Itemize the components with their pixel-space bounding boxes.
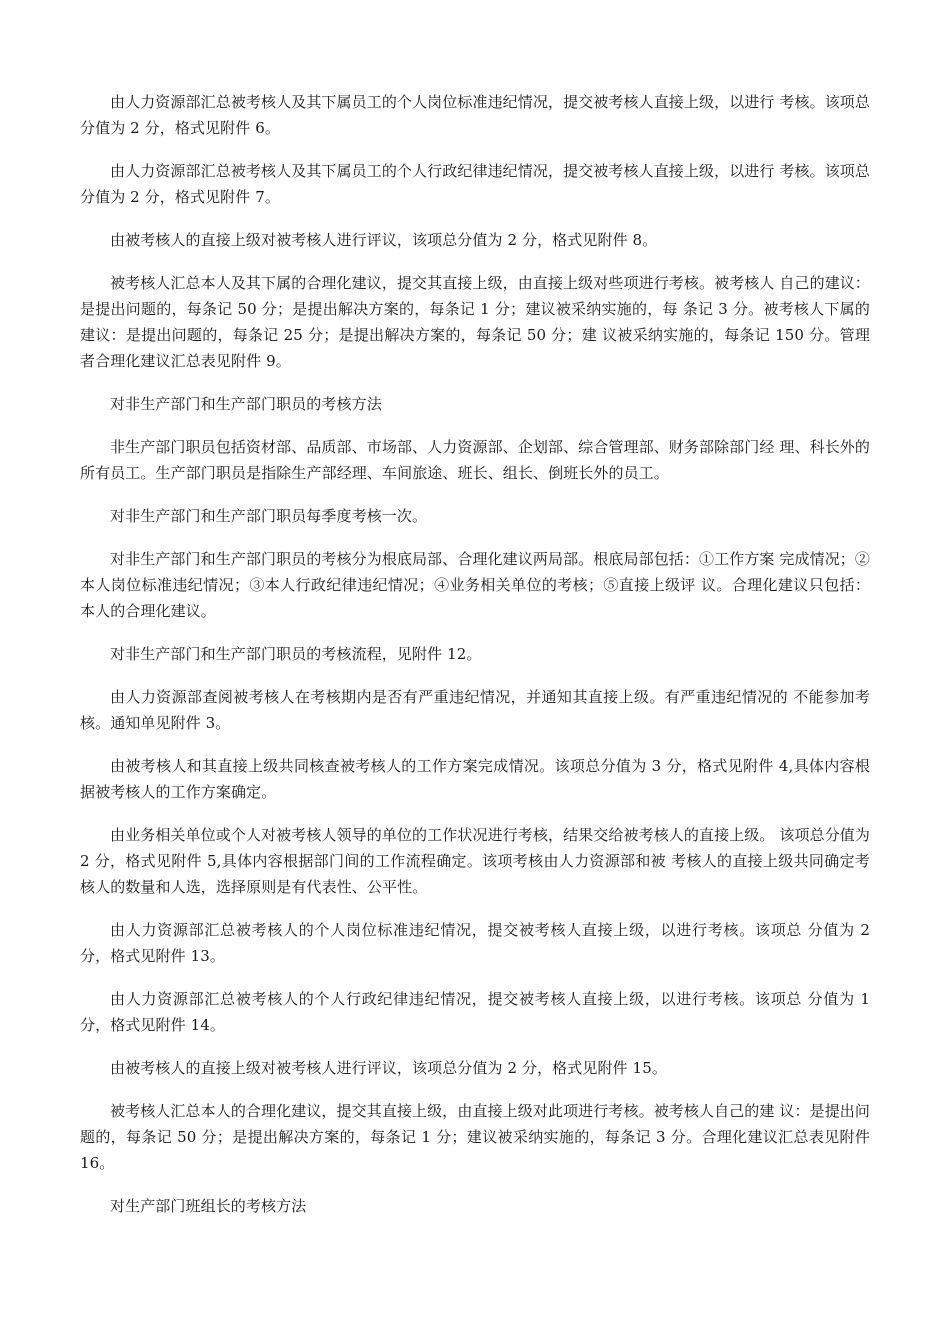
paragraph-personal-discipline-violation: 由人力资源部汇总被考核人的个人行政纪律违纪情况，提交被考核人直接上级，以进行考核。该项总 分值为 1 分，格式见附件 14。	[80, 990, 870, 1034]
paragraph-serious-violation-check: 由人力资源部查阅被考核人在考核期内是否有严重违纪情况，并通知其直接上级。有严重违纪情况的 不能参加考核。通知单见附件 3。	[80, 688, 870, 732]
paragraph-supervisor-review: 由被考核人的直接上级对被考核人进行评议，该项总分值为 2 分，格式见附件 8。	[110, 231, 658, 249]
paragraph-rationalization-suggestions: 被考核人汇总本人及其下属的合理化建议，提交其直接上级，由直接上级对些项进行考核。被考核人 自己的建议：是提出问题的，每条记 50 分；是提出解决方案的，每条记 1 分；建议被采纳实施的，每 条记 3 分。被考核人下属的建议：是提出问题的，每条记 25 分；是提出解决方案的，每条记 50 分；建 议被采纳实施的，每条记 150 分。管理者合理化建议汇总表见附件 9。	[80, 274, 870, 370]
paragraph-work-plan-check: 由被考核人和其直接上级共同核查被考核人的工作方案完成情况。该项总分值为 3 分，格式见附件 4,具体内容根据被考核人的工作方案确定。	[80, 757, 870, 801]
document-body	[80, 89, 870, 1236]
paragraph-assessment-process: 对非生产部门和生产部门职员的考核流程，见附件 12。	[110, 645, 482, 663]
section-heading-team-leader-assessment: 对生产部门班组长的考核方法	[110, 1197, 307, 1215]
paragraph-assessment-components: 对非生产部门和生产部门职员的考核分为根底局部、合理化建议两局部。根底局部包括：①工作方案 完成情况；②本人岗位标准违纪情况；③本人行政纪律违纪情况；④业务相关单位的考核；⑤直接上级评 议。合理化建议只包括：本人的合理化建议。	[80, 550, 870, 620]
paragraph-discipline-violation-summary: 由人力资源部汇总被考核人及其下属员工的个人行政纪律违纪情况，提交被考核人直接上级，以进行 考核。该项总分值为 2 分，格式见附件 7。	[80, 162, 870, 206]
section-heading-staff-assessment: 对非生产部门和生产部门职员的考核方法	[110, 395, 382, 413]
paragraph-business-unit-assessment: 由业务相关单位或个人对被考核人领导的单位的工作状况进行考核，结果交给被考核人的直接上级。 该项总分值为 2 分，格式见附件 5,具体内容根据部门间的工作流程确定。该项考核由人力资源部和被 考核人的直接上级共同确定考核人的数量和人选，选择原则是有代表性、公平性。	[80, 826, 870, 896]
paragraph-staff-suggestions: 被考核人汇总本人的合理化建议，提交其直接上级，由直接上级对此项进行考核。被考核人自己的建 议：是提出问题的，每条记 50 分；是提出解决方案的，每条记 1 分；建议被采纳实施的，每条记 3 分。合理化建议汇总表见附件 16。	[80, 1102, 870, 1172]
paragraph-staff-supervisor-review: 由被考核人的直接上级对被考核人进行评议，该项总分值为 2 分，格式见附件 15。	[110, 1059, 667, 1077]
paragraph-assessment-frequency: 对非生产部门和生产部门职员每季度考核一次。	[110, 507, 428, 525]
paragraph-personal-position-violation: 由人力资源部汇总被考核人的个人岗位标准违纪情况，提交被考核人直接上级，以进行考核。该项总 分值为 2 分，格式见附件 13。	[80, 921, 870, 965]
paragraph-staff-scope: 非生产部门职员包括资材部、品质部、市场部、人力资源部、企划部、综合管理部、财务部除部门经 理、科长外的所有员工。生产部门职员是指除生产部经理、车间旅途、班长、组长、倒班长外的员工。	[80, 438, 870, 482]
paragraph-position-violation-summary: 由人力资源部汇总被考核人及其下属员工的个人岗位标准违纪情况，提交被考核人直接上级，以进行 考核。该项总分值为 2 分，格式见附件 6。	[80, 93, 870, 137]
